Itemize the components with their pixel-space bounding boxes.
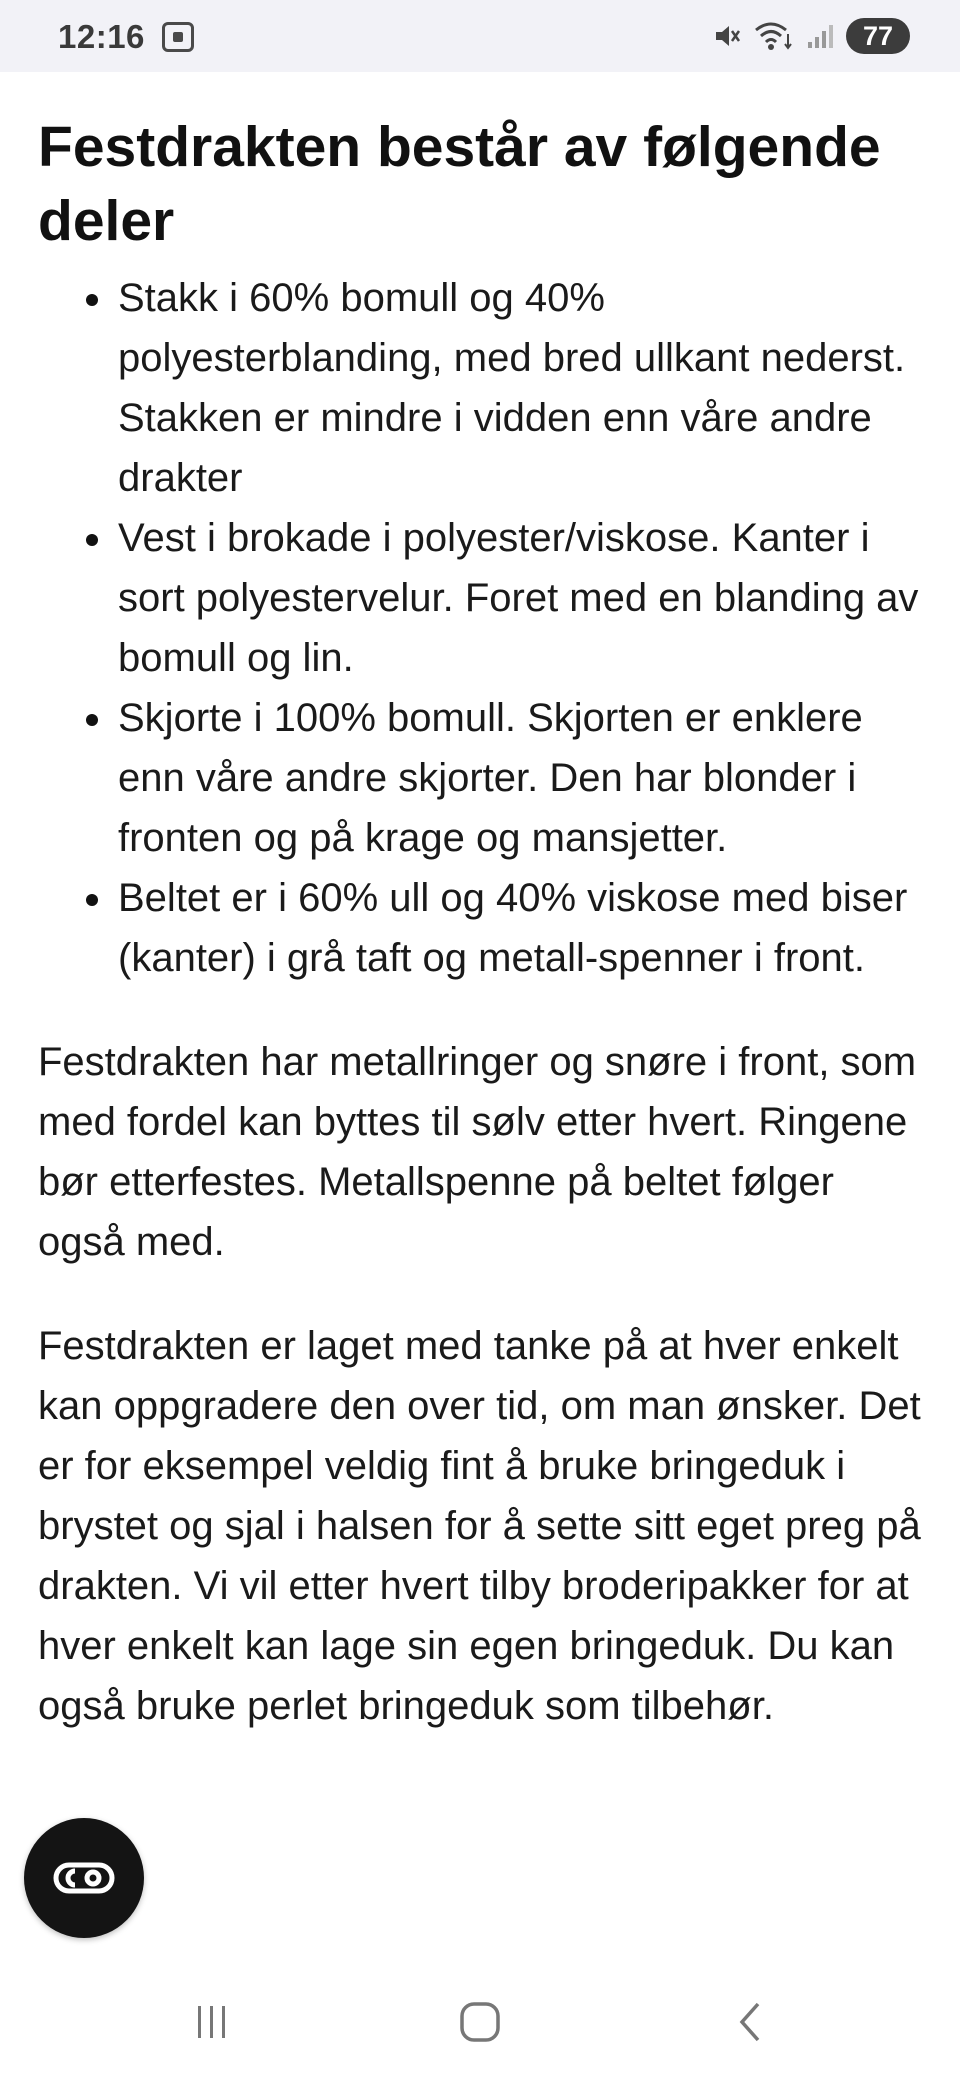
article-heading: Festdrakten består av følgende deler xyxy=(38,115,881,253)
screenshot-icon xyxy=(162,22,194,52)
list-item: Vest i brokade i polyester/viskose. Kanter i sort polyestervelur. Foret med en blanding av bomull og lin. xyxy=(118,508,922,688)
status-icons xyxy=(712,16,910,56)
battery-indicator: 77 xyxy=(846,18,910,54)
mute-icon xyxy=(712,21,742,51)
chat-button[interactable] xyxy=(24,1818,144,1938)
article-content xyxy=(38,110,922,1736)
list-item: Stakk i 60% bomull og 40% polyesterblanding, med bred ullkant nederst. Stakken er mindre i vidden enn våre andre drakter xyxy=(118,268,922,508)
back-button[interactable] xyxy=(720,1992,780,2052)
navigation-bar xyxy=(0,1962,960,2080)
list-item: Skjorte i 100% bomull. Skjorten er enklere enn våre andre skjorter. Den har blonder i fronten og på krage og mansjetter. xyxy=(118,688,922,868)
parts-list xyxy=(38,268,922,988)
list-item: Beltet er i 60% ull og 40% viskose med biser (kanter) i grå taft og metall-spenner i front. xyxy=(118,868,922,988)
signal-icon xyxy=(806,22,834,50)
wifi-icon xyxy=(754,20,794,52)
paragraph-metal-rings: Festdrakten har metallringer og snøre i front, som med fordel kan byttes til sølv etter hvert. Ringene bør etterfestes. Metallspenne på beltet følger også med. xyxy=(38,1040,917,1264)
paragraph-upgrade: Festdrakten er laget med tanke på at hver enkelt kan oppgradere den over tid, om man ønsker. Det er for eksempel veldig fint å bruke bringeduk i brystet og sjal i halsen for å sette sitt eget preg på drakten. Vi vil etter hvert tilby broderipakker for at hver enkelt kan lage sin egen bringeduk. Du kan også bruke perlet bringeduk som tilbehør. xyxy=(38,1324,921,1728)
home-icon xyxy=(458,2000,502,2044)
recents-button[interactable] xyxy=(182,1992,242,2052)
status-bar xyxy=(0,0,960,72)
recents-icon xyxy=(190,2002,234,2042)
back-icon xyxy=(730,2000,770,2044)
home-button[interactable] xyxy=(450,1992,510,2052)
chat-co-icon xyxy=(53,1862,115,1894)
status-time: 12:16 xyxy=(58,18,145,55)
